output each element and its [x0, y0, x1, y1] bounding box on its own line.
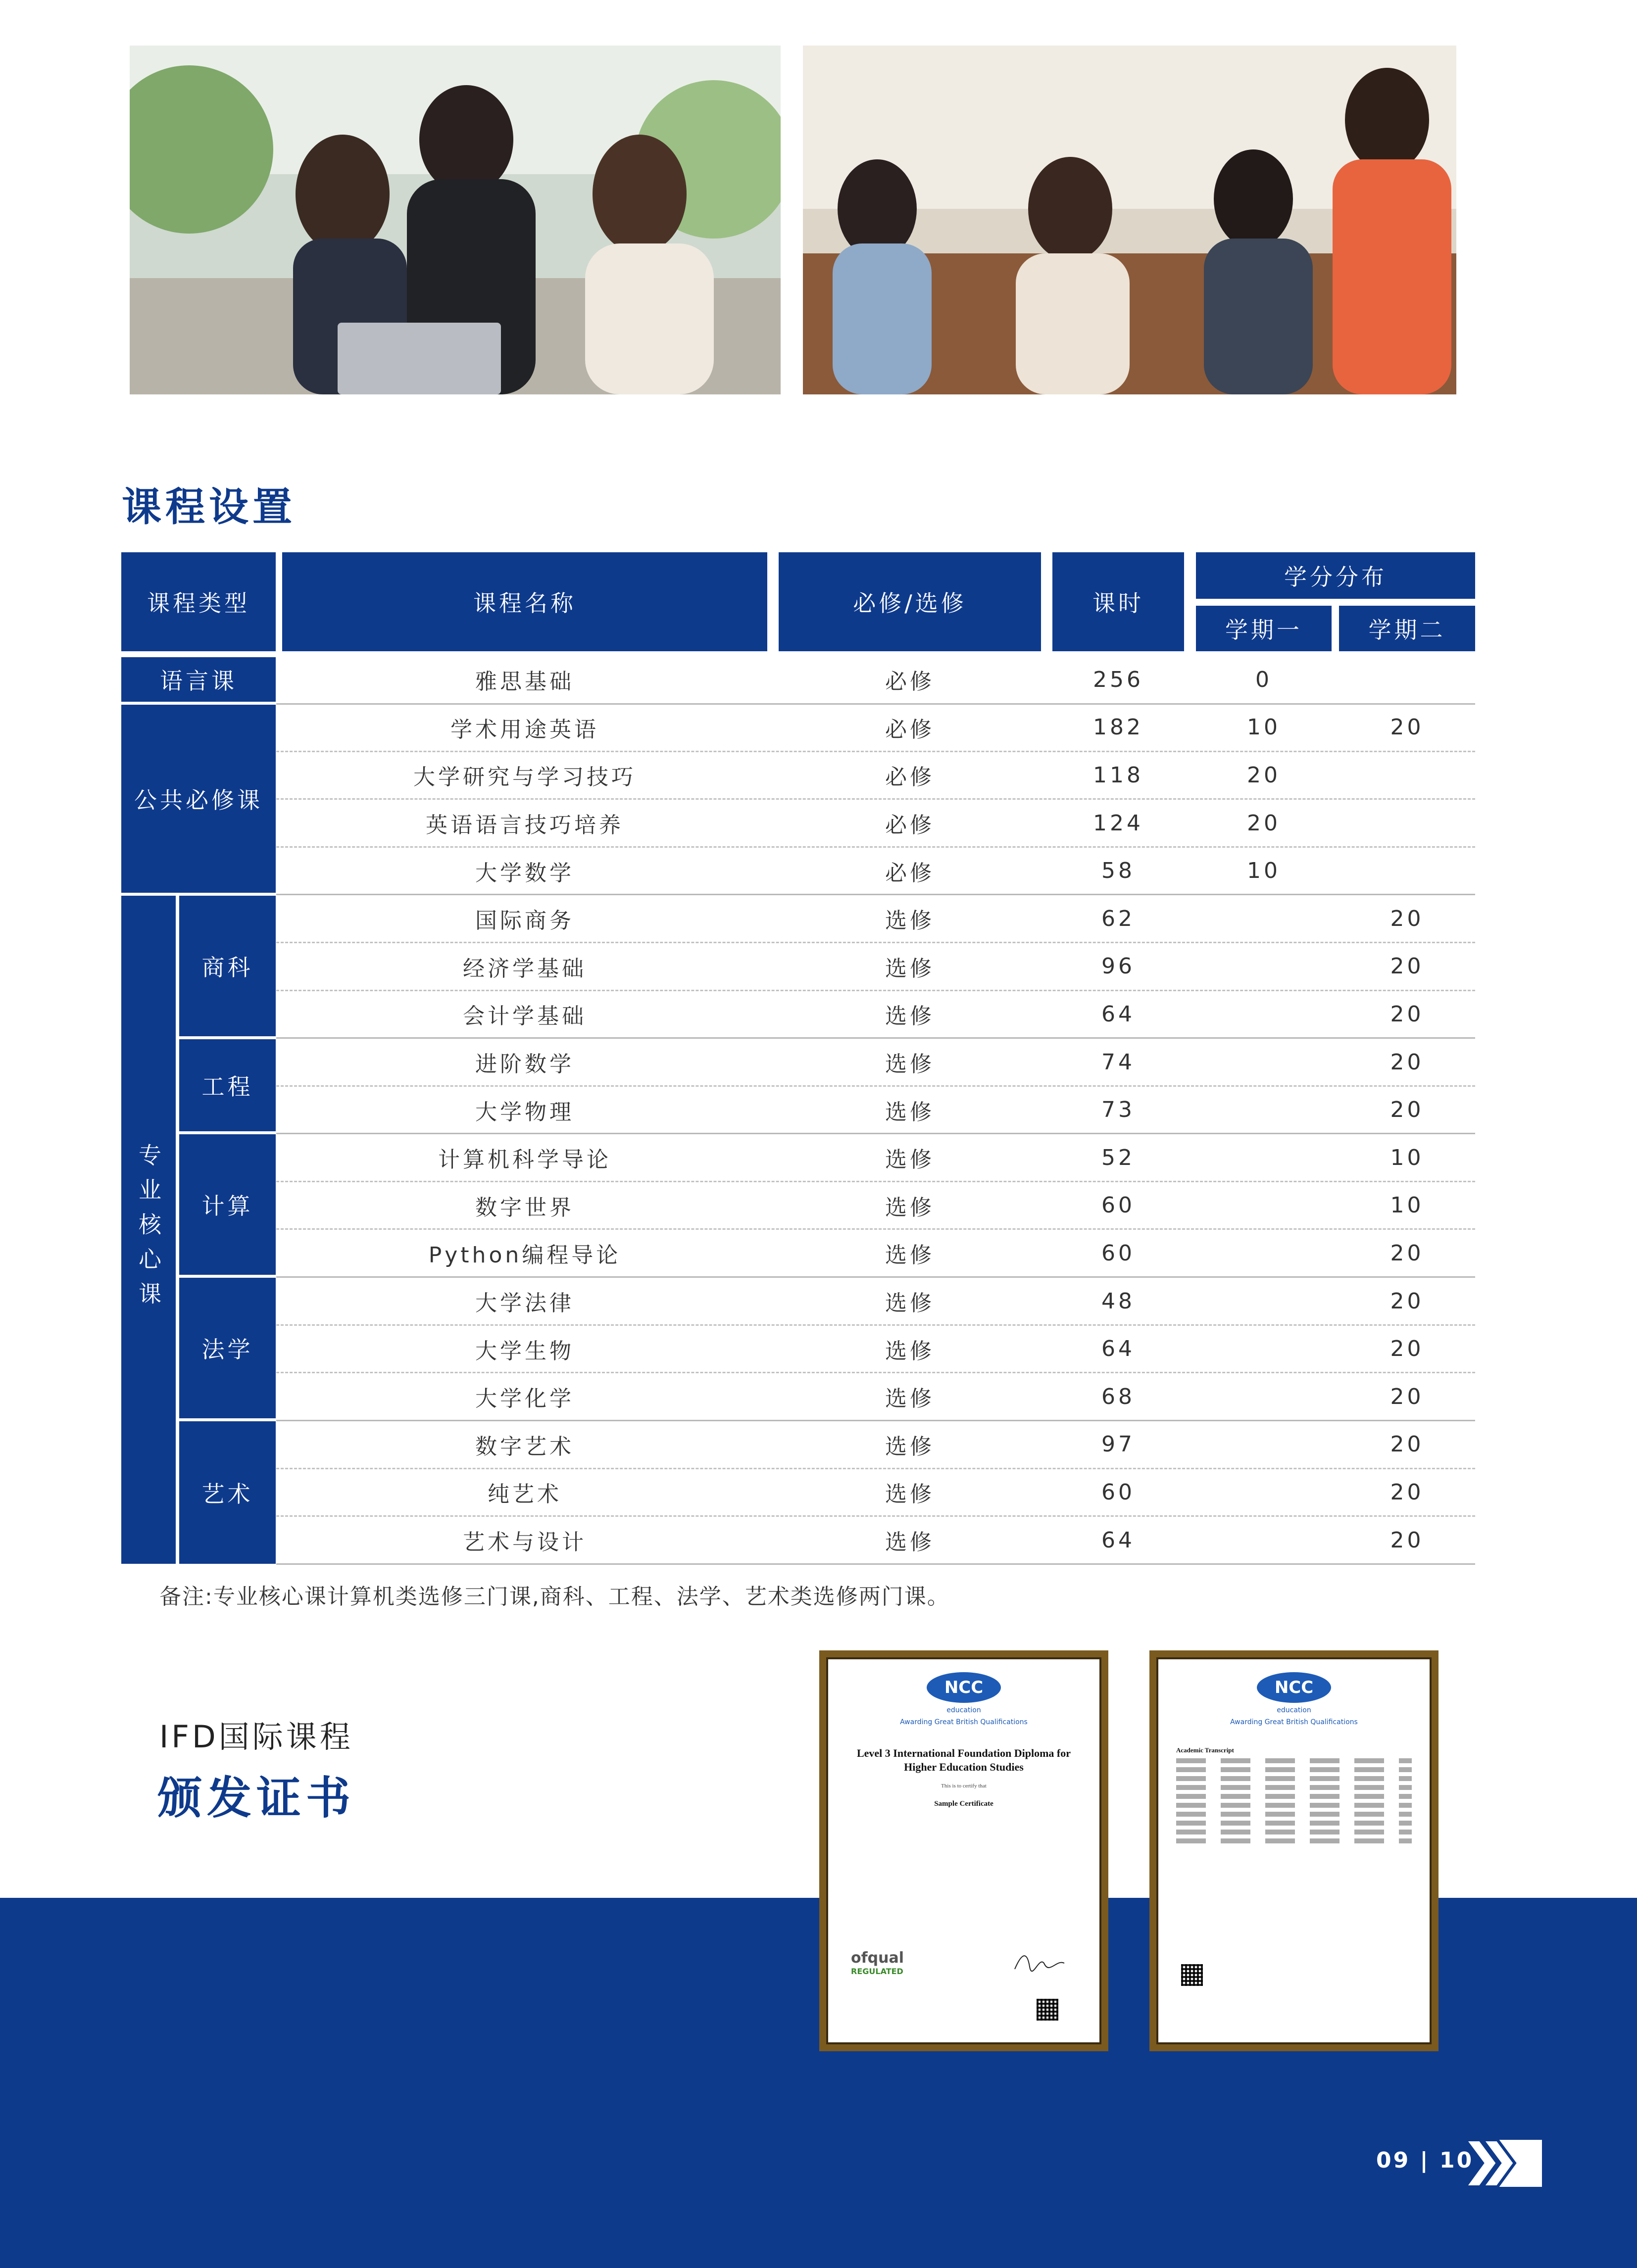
page-number: 09 | 10: [1376, 2148, 1474, 2173]
term2-credits-cell: [1339, 799, 1475, 847]
row-divider: [276, 1468, 1475, 1469]
term1-credits-cell: [1196, 1038, 1332, 1086]
row-divider: [276, 1515, 1475, 1517]
row-divider: [276, 1372, 1475, 1373]
term2-credits-cell: 20: [1390, 1049, 1424, 1075]
course-name-cell: 计算机科学导论: [438, 1147, 611, 1173]
course-name-cell: 国际商务: [475, 908, 574, 934]
table-note: 备注:专业核心课计算机类选修三门课,商科、工程、法学、艺术类选修两门课。: [159, 1584, 950, 1609]
hours-cell: 64: [1101, 1527, 1135, 1553]
row-divider: [276, 990, 1475, 991]
course-name-cell: 大学物理: [475, 1099, 574, 1125]
group-public: 公共必修课: [121, 705, 276, 893]
group-engineering: 工程: [179, 1039, 276, 1131]
row-divider: [276, 942, 1475, 943]
hours-cell: 62: [1101, 906, 1135, 931]
ncc-logo: NCC: [927, 1672, 1001, 1703]
signature-icon: [1012, 1949, 1067, 1974]
row-divider: [276, 1037, 1475, 1039]
term2-credits-cell: 20: [1390, 1288, 1424, 1314]
term1-credits-cell: [1196, 1373, 1332, 1421]
header-term2: 学期二: [1339, 606, 1475, 651]
group-business: 商科: [179, 896, 276, 1036]
cert-section-subtitle: IFD国际课程: [159, 1719, 353, 1755]
qr-code-icon: [1181, 1964, 1203, 1986]
term1-credits-cell: 20: [1247, 762, 1281, 788]
hours-cell: 60: [1101, 1240, 1135, 1266]
required-cell: 选修: [885, 1434, 935, 1459]
term1-credits-cell: [1196, 1277, 1332, 1325]
hours-cell: 64: [1101, 1001, 1135, 1027]
row-divider: [276, 1181, 1475, 1182]
term1-credits-cell: [1196, 943, 1332, 991]
group-law: 法学: [179, 1278, 276, 1418]
term2-credits-cell: [1339, 847, 1475, 895]
hours-cell: 118: [1093, 762, 1143, 788]
hours-cell: 256: [1093, 667, 1143, 692]
required-cell: 必修: [885, 717, 935, 742]
hours-cell: 64: [1101, 1336, 1135, 1362]
term2-credits-cell: 20: [1390, 715, 1424, 740]
hours-cell: 60: [1101, 1193, 1135, 1218]
term1-credits-cell: [1196, 1086, 1332, 1134]
hours-cell: 74: [1101, 1049, 1135, 1075]
course-name-cell: 艺术与设计: [463, 1530, 587, 1555]
ofqual-logo: ofqual REGULATED: [851, 1949, 904, 1976]
header-course-type: 课程类型: [121, 552, 276, 651]
ncc-logo-subtext: education: [1277, 1706, 1311, 1714]
next-arrow-icon: [1465, 2140, 1542, 2187]
hours-cell: 97: [1101, 1432, 1135, 1457]
term2-credits-cell: 20: [1390, 1384, 1424, 1409]
hours-cell: 73: [1101, 1097, 1135, 1123]
term1-credits-cell: 10: [1247, 715, 1281, 740]
hours-cell: 52: [1101, 1145, 1135, 1170]
term2-credits-cell: [1339, 656, 1475, 704]
transcript-line: [1176, 1785, 1412, 1790]
term1-credits-cell: [1196, 1182, 1332, 1230]
group-computing: 计算: [179, 1134, 276, 1275]
cert-title: Level 3 International Foundation Diploma for Higher Education Studies: [856, 1747, 1071, 1773]
group-core: [121, 896, 176, 1564]
course-name-cell: 进阶数学: [475, 1052, 574, 1077]
hours-cell: 58: [1101, 858, 1135, 884]
header-credits: 学分分布: [1196, 552, 1475, 599]
term2-credits-cell: 20: [1390, 1432, 1424, 1457]
header-hours: 课时: [1052, 552, 1184, 651]
row-divider: [276, 1276, 1475, 1278]
hours-cell: 68: [1101, 1384, 1135, 1409]
course-name-cell: 数字艺术: [475, 1434, 574, 1459]
qr-code-icon: [1037, 1999, 1058, 2021]
required-cell: 选修: [885, 1243, 935, 1268]
group-art: 艺术: [179, 1421, 276, 1564]
course-name-cell: 纯艺术: [488, 1482, 562, 1507]
term2-credits-cell: 20: [1390, 954, 1424, 979]
term2-credits-cell: 20: [1390, 1001, 1424, 1027]
course-name-cell: 大学化学: [475, 1386, 574, 1412]
required-cell: 必修: [885, 813, 935, 838]
required-cell: 必修: [885, 765, 935, 790]
transcript-line: [1176, 1776, 1412, 1781]
required-cell: 选修: [885, 1195, 935, 1220]
hours-cell: 124: [1093, 810, 1143, 836]
cert-awarding-text: Awarding Great British Qualifications: [1230, 1718, 1358, 1726]
required-cell: 选修: [885, 1004, 935, 1029]
students-laptop-photo: [130, 46, 781, 394]
row-divider: [276, 798, 1475, 800]
transcript-line: [1176, 1838, 1412, 1843]
ncc-logo: NCC: [1257, 1672, 1331, 1703]
term1-credits-cell: [1196, 1468, 1332, 1516]
header-required: 必修/选修: [779, 552, 1041, 651]
course-name-cell: 大学研究与学习技巧: [413, 765, 636, 790]
course-name-cell: 数字世界: [475, 1195, 574, 1220]
course-name-cell: 大学法律: [475, 1291, 574, 1316]
term1-credits-cell: 0: [1255, 667, 1272, 692]
course-name-cell: 大学数学: [475, 860, 574, 886]
term2-credits-cell: 20: [1390, 906, 1424, 931]
term1-credits-cell: [1196, 1229, 1332, 1277]
transcript-line: [1176, 1821, 1412, 1826]
term1-credits-cell: [1196, 1421, 1332, 1469]
required-cell: 选修: [885, 908, 935, 934]
hours-cell: 48: [1101, 1288, 1135, 1314]
term1-credits-cell: [1196, 1516, 1332, 1564]
term1-credits-cell: 10: [1247, 858, 1281, 884]
course-name-cell: 英语语言技巧培养: [426, 813, 624, 838]
row-divider: [276, 1324, 1475, 1326]
required-cell: 选修: [885, 1482, 935, 1507]
course-name-cell: 会计学基础: [463, 1004, 587, 1029]
course-name-cell: 学术用途英语: [450, 717, 599, 742]
row-divider: [276, 894, 1475, 895]
transcript-line: [1176, 1767, 1412, 1772]
term2-credits-cell: 10: [1390, 1193, 1424, 1218]
required-cell: 必修: [885, 860, 935, 886]
header-course-name: 课程名称: [282, 552, 767, 651]
group-core-label: 专业核心课: [135, 1143, 162, 1316]
section-title: 课程设置: [122, 483, 296, 530]
row-divider: [276, 1133, 1475, 1134]
term1-credits-cell: [1196, 990, 1332, 1038]
row-divider: [276, 1563, 1475, 1565]
course-name-cell: 雅思基础: [475, 669, 574, 695]
row-divider: [276, 1228, 1475, 1230]
diploma-certificate: [819, 1650, 1108, 2051]
required-cell: 选修: [885, 1099, 935, 1125]
group-language: 语言课: [121, 657, 276, 702]
hours-cell: 60: [1101, 1479, 1135, 1505]
row-divider: [276, 846, 1475, 848]
students-sofa-photo: [803, 46, 1456, 394]
transcript-line: [1176, 1803, 1412, 1808]
required-cell: 选修: [885, 1052, 935, 1077]
cert-awarding-text: Awarding Great British Qualifications: [900, 1718, 1028, 1726]
transcript-line: [1176, 1812, 1412, 1817]
ncc-logo-subtext: education: [946, 1706, 981, 1714]
required-cell: 选修: [885, 1530, 935, 1555]
term1-credits-cell: [1196, 1134, 1332, 1182]
required-cell: 选修: [885, 1338, 935, 1364]
header-term1: 学期一: [1196, 606, 1332, 651]
cert-section-title: 颁发证书: [157, 1772, 355, 1824]
required-cell: 必修: [885, 669, 935, 695]
term1-credits-cell: 20: [1247, 810, 1281, 836]
transcript-line: [1176, 1830, 1412, 1834]
transcript-line: [1176, 1758, 1412, 1763]
term2-credits-cell: 20: [1390, 1336, 1424, 1362]
course-name-cell: Python编程导论: [428, 1243, 621, 1268]
required-cell: 选修: [885, 956, 935, 981]
term1-credits-cell: [1196, 895, 1332, 943]
term2-credits-cell: [1339, 751, 1475, 799]
course-name-cell: 大学生物: [475, 1338, 574, 1364]
required-cell: 选修: [885, 1291, 935, 1316]
term2-credits-cell: 20: [1390, 1097, 1424, 1123]
cert-certify-line: This is to certify that: [941, 1783, 987, 1789]
row-divider: [276, 1085, 1475, 1087]
transcript-line: [1176, 1794, 1412, 1799]
row-divider: [276, 751, 1475, 752]
row-divider: [276, 1420, 1475, 1421]
hours-cell: 182: [1093, 715, 1143, 740]
cert-holder-name: Sample Certificate: [934, 1800, 993, 1808]
required-cell: 选修: [885, 1147, 935, 1173]
course-name-cell: 经济学基础: [463, 956, 587, 981]
term1-credits-cell: [1196, 1325, 1332, 1373]
term2-credits-cell: 20: [1390, 1240, 1424, 1266]
transcript-certificate: [1149, 1650, 1439, 2051]
hours-cell: 96: [1101, 954, 1135, 979]
transcript-heading: Academic Transcript: [1176, 1746, 1234, 1754]
required-cell: 选修: [885, 1386, 935, 1412]
term2-credits-cell: 10: [1390, 1145, 1424, 1170]
row-divider: [276, 703, 1475, 705]
term2-credits-cell: 20: [1390, 1527, 1424, 1553]
term2-credits-cell: 20: [1390, 1479, 1424, 1505]
